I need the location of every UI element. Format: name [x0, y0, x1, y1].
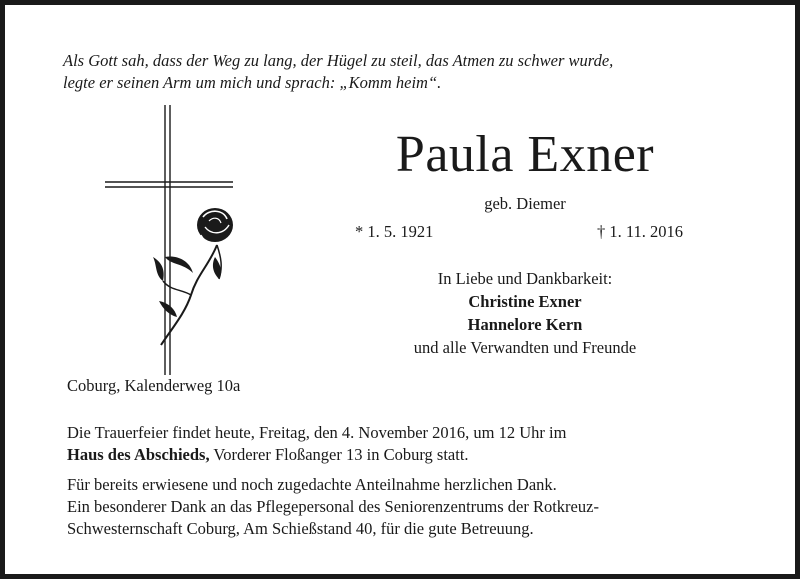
- cross-with-rose-icon: [105, 105, 245, 375]
- death-date: † 1. 11. 2016: [597, 222, 684, 241]
- funeral-info: [67, 422, 767, 466]
- address: Coburg, Kalenderweg 10a: [67, 376, 241, 395]
- thanks-block: [67, 474, 767, 540]
- thanks-line-3: Schwesternschaft Coburg, Am Schießstand 40, für die gute Betreuung.: [67, 519, 534, 538]
- thanks-line-1: Für bereits erwiesene und noch zugedachte Anteilnahme herzlichen Dank.: [67, 475, 557, 494]
- funeral-line-2: [67, 444, 767, 466]
- mourners-closing: und alle Verwandten und Freunde: [413, 338, 637, 357]
- funeral-line-1: Die Trauerfeier findet heute, Freitag, den 4. November 2016, um 12 Uhr im: [67, 423, 567, 442]
- mourners-block: [365, 267, 685, 359]
- birth-date: * 1. 5. 1921: [355, 222, 434, 241]
- mourners-intro: In Liebe und Dankbarkeit:: [437, 269, 613, 288]
- thanks-line-2: Ein besonderer Dank an das Pflegepersonal des Seniorenzentrums der Rotkreuz-: [67, 497, 599, 516]
- quote-line-2: legte er seinen Arm um mich und sprach: „Komm heim“.: [63, 73, 442, 92]
- quote-line-1: Als Gott sah, dass der Weg zu lang, der Hügel zu steil, das Atmen zu schwer wurde,: [63, 51, 614, 70]
- deceased-name: Paula Exner: [395, 126, 655, 183]
- memorial-quote: [63, 50, 763, 94]
- funeral-address: Vorderer Floßanger 13 in Coburg statt.: [209, 445, 469, 464]
- maiden-name: geb. Diemer: [484, 194, 566, 213]
- funeral-venue: Haus des Abschieds,: [67, 445, 210, 464]
- mourner-name: Christine Exner: [468, 292, 582, 311]
- mourner-name: Hannelore Kern: [467, 315, 583, 334]
